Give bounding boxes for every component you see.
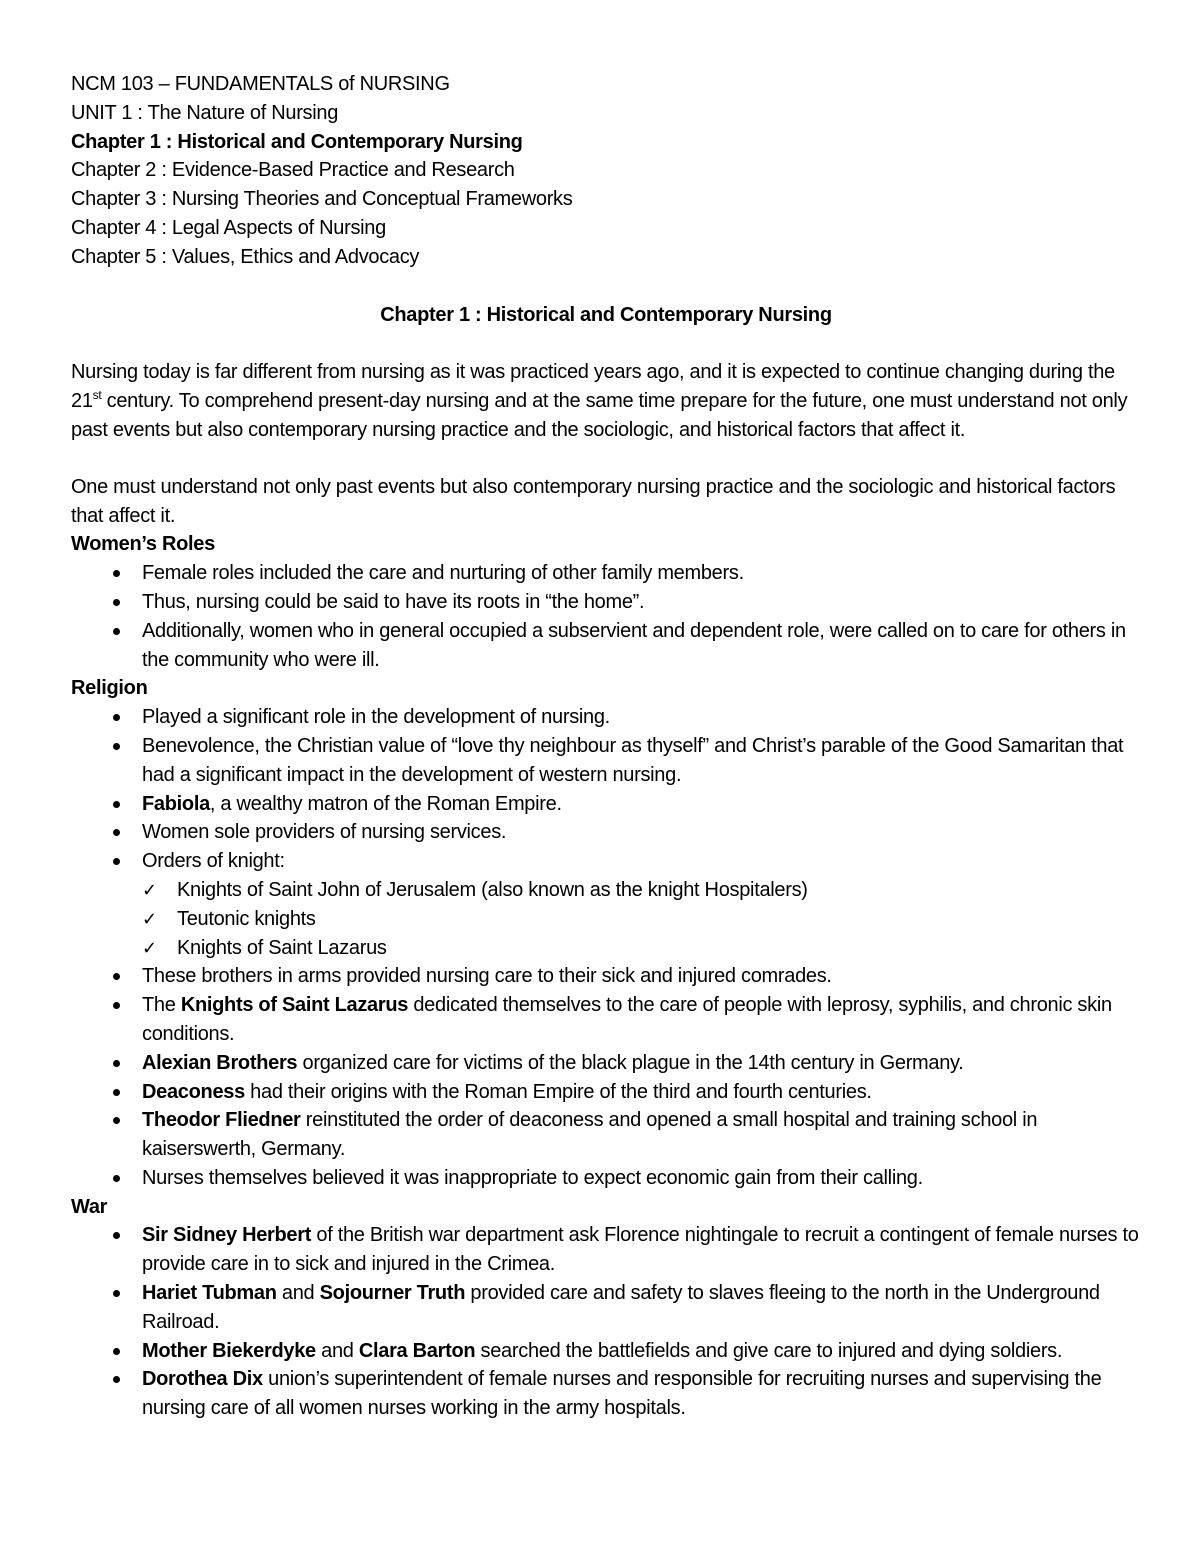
list-item: Theodor Fliedner reinstituted the order of deaconess and opened a small hospital and training school in kaiserswerth, Germany. [71,1106,1141,1164]
list-item: Female roles included the care and nurturing of other family members. [71,559,1141,588]
section-heading-war: War [71,1195,108,1218]
checklist-item: ✓ Knights of Saint Lazarus [142,934,1141,963]
section-heading-religion: Religion [71,677,148,700]
list-item: Thus, nursing could be said to have its roots in “the home”. [71,588,1141,617]
womens-roles-list [71,559,1141,674]
checkmark-icon: ✓ [142,879,157,900]
list-item: The Knights of Saint Lazarus dedicated themselves to the care of people with leprosy, syphilis, and chronic skin conditions. [71,991,1141,1049]
course-title: NCM 103 – FUNDAMENTALS of NURSING [71,73,450,95]
checkmark-icon: ✓ [142,937,157,958]
chapter-list-item-4: Chapter 4 : Legal Aspects of Nursing [71,216,386,239]
list-item: Fabiola, a wealthy matron of the Roman Empire. [71,790,1141,819]
list-item: Deaconess had their origins with the Roman Empire of the third and fourth centuries. [71,1078,1141,1107]
chapter-list-item-1: Chapter 1 : Historical and Contemporary Nursing [71,130,523,153]
list-item: Additionally, women who in general occupied a subservient and dependent role, were called on to care for others in the community who were ill. [71,617,1141,675]
chapter-list-item-3: Chapter 3 : Nursing Theories and Conceptual Frameworks [71,188,573,211]
list-item: Dorothea Dix union’s superintendent of female nurses and responsible for recruiting nurses and supervising the nursing care of all women nurses working in the army hospitals. [71,1365,1141,1423]
chapter-list-item-2: Chapter 2 : Evidence-Based Practice and Research [71,159,515,182]
knights-checklist [142,876,1141,962]
intro-paragraph-1: Nursing today is far different from nursing as it was practiced years ago, and it is expected to continue changing during the 21st century. To comprehend present-day nursing and at the same time prepare for the future, one must understand not only past events but also contemporary nursing practice and the sociologic, and historical factors that affect it. [71,361,1128,441]
list-item: Alexian Brothers organized care for victims of the black plague in the 14th century in Germany. [71,1049,1141,1078]
list-item: Benevolence, the Christian value of “love thy neighbour as thyself” and Christ’s parable of the Good Samaritan that had a significant impact in the development of western nursing. [71,732,1141,790]
religion-list [71,703,1141,1193]
intro-paragraph-2: One must understand not only past events but also contemporary nursing practice and the sociologic and historical factors that affect it. [71,475,1116,527]
list-item: Played a significant role in the development of nursing. [71,703,1141,732]
checklist-item: ✓ Teutonic knights [142,905,1141,934]
chapter-heading: Chapter 1 : Historical and Contemporary Nursing [380,303,832,326]
section-heading-womens-roles: Women’s Roles [71,533,215,556]
checkmark-icon: ✓ [142,908,157,929]
list-item: Sir Sidney Herbert of the British war department ask Florence nightingale to recruit a contingent of female nurses to provide care in to sick and injured in the Crimea. [71,1221,1141,1279]
list-item: Nurses themselves believed it was inappropriate to expect economic gain from their calling. [71,1164,1141,1193]
checklist-item: ✓ Knights of Saint John of Jerusalem (also known as the knight Hospitalers) [142,876,1141,905]
unit-title: UNIT 1 : The Nature of Nursing [71,101,339,124]
document-body [71,70,1141,1423]
list-item: Women sole providers of nursing services. [71,818,1141,847]
list-item: Orders of knight: ✓ Knights of Saint John of Jerusalem (also known as the knight Hospitalers) ✓ Teutonic knights ✓ Knights of Saint Lazarus [71,847,1141,962]
list-item: These brothers in arms provided nursing care to their sick and injured comrades. [71,962,1141,991]
war-list [71,1221,1141,1423]
list-item: Mother Biekerdyke and Clara Barton searched the battlefields and give care to injured and dying soldiers. [71,1337,1141,1366]
chapter-list-item-5: Chapter 5 : Values, Ethics and Advocacy [71,245,420,268]
list-item: Hariet Tubman and Sojourner Truth provided care and safety to slaves fleeing to the north in the Underground Railroad. [71,1279,1141,1337]
